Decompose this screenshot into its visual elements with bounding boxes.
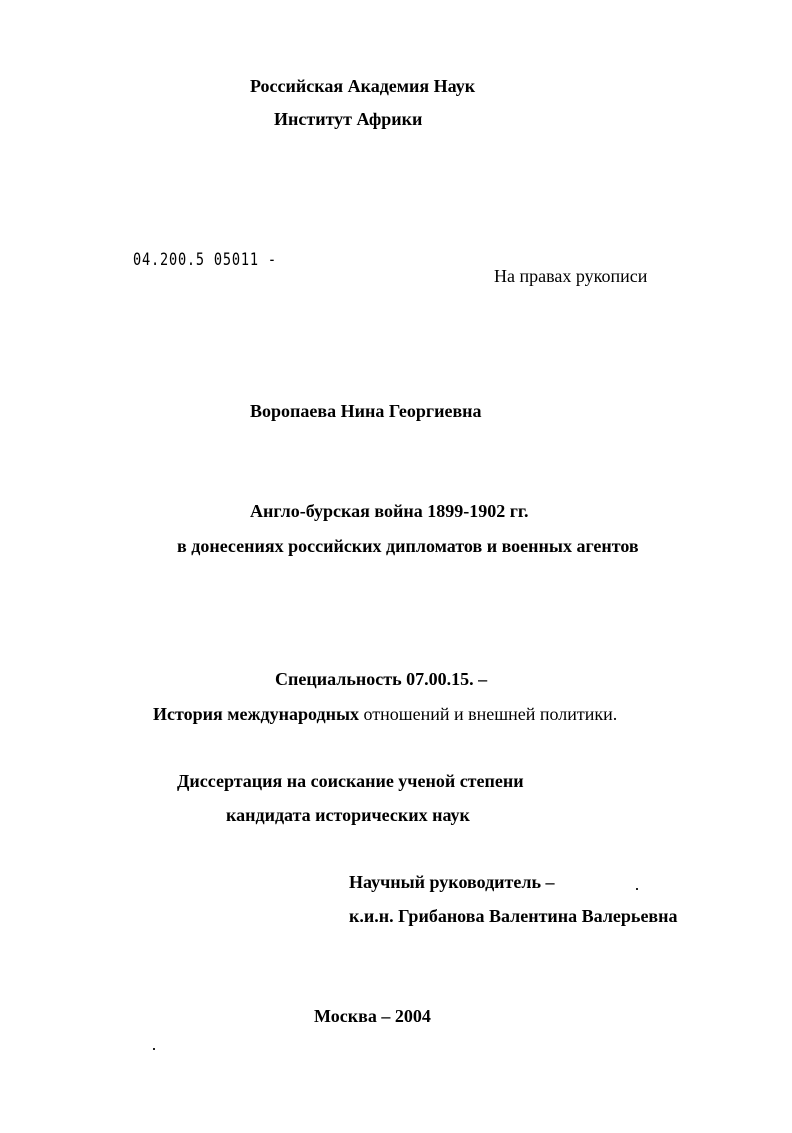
rights-note: На правах рукописи [494, 266, 648, 286]
organization-name: Российская Академия Наук [250, 76, 476, 96]
city-year: Москва – 2004 [314, 1006, 431, 1026]
degree-line-2: кандидата исторических наук [226, 805, 470, 825]
supervisor-label: Научный руководитель – [349, 872, 555, 892]
dissertation-title-line-1: Англо-бурская война 1899-1902 гг. [250, 501, 529, 521]
scan-speck [153, 1048, 155, 1050]
specialty-description [153, 703, 617, 725]
author-name: Воропаева Нина Георгиевна [250, 401, 482, 421]
specialty-description-normal-part: отношений и внешней политики. [363, 704, 618, 724]
degree-line-1: Диссертация на соискание ученой степени [177, 771, 524, 791]
institute-name: Институт Африки [274, 109, 423, 129]
supervisor-name: к.и.н. Грибанова Валентина Валерьевна [349, 906, 678, 926]
scan-speck [636, 888, 638, 890]
registration-number-stamp: 04.200.5 05011 - [133, 250, 277, 270]
specialty-description-bold-part: История международных [153, 704, 364, 724]
specialty-code: Специальность 07.00.15. – [275, 669, 488, 689]
dissertation-title-line-2: в донесениях российских дипломатов и военных агентов [177, 536, 639, 556]
